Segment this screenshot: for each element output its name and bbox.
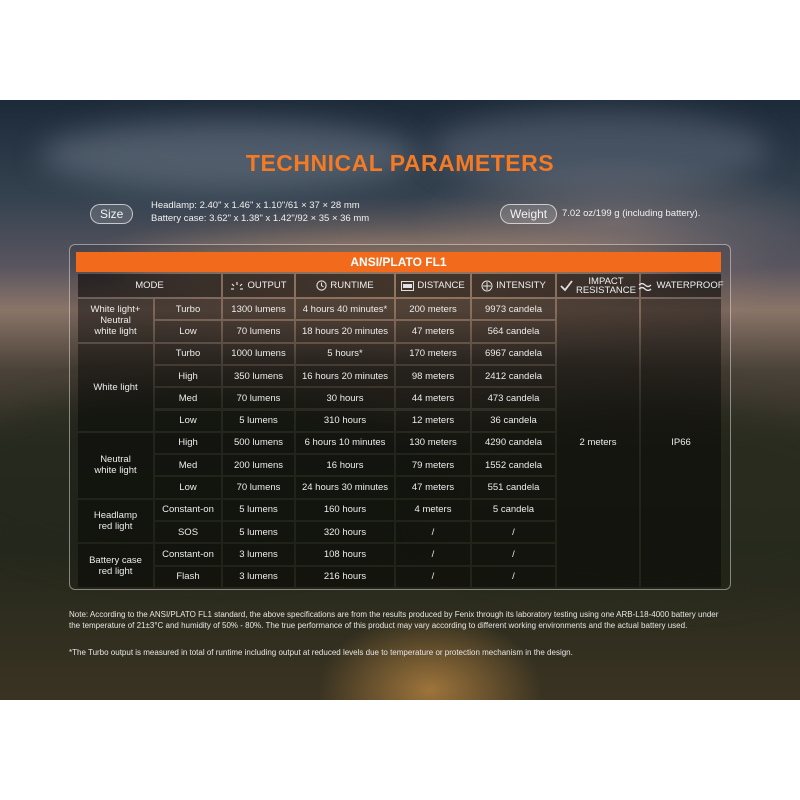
header-output-label: OUTPUT (247, 280, 287, 291)
table-cell-mode (155, 522, 221, 542)
table-cell-runtime (296, 433, 394, 453)
table-cell-intensity (472, 388, 555, 408)
output-value: 5 lumens (239, 415, 278, 427)
mode-label: Turbo (175, 348, 201, 360)
header-runtime (296, 274, 394, 297)
table-cell-intensity (472, 366, 555, 386)
table-cell-runtime (296, 388, 394, 408)
table-cell-output (223, 433, 294, 453)
table-cell-intensity (472, 477, 555, 497)
table-cell-output (223, 455, 294, 475)
output-value: 3 lumens (239, 548, 278, 560)
water-wave-icon (638, 281, 653, 291)
output-value: 350 lumens (233, 370, 284, 382)
intensity-value: 5 candela (492, 504, 535, 516)
table-cell-distance (396, 344, 470, 364)
header-waterproof (641, 274, 724, 297)
table-cell-intensity (472, 299, 555, 319)
intensity-value: 4290 candela (484, 437, 543, 449)
runtime-value: 4 hours 40 minutes* (302, 303, 388, 315)
table-cell-output (223, 567, 294, 587)
table-cell-distance (396, 500, 470, 520)
mode-label: Low (179, 325, 197, 337)
table-cell-distance (396, 455, 470, 475)
runtime-value: 16 hours (326, 459, 364, 471)
mode-group-line: White light (93, 381, 138, 393)
table-cell-output (223, 500, 294, 520)
table-cell-mode (155, 567, 221, 587)
checkmark-icon (560, 280, 573, 292)
table-cell-distance (396, 411, 470, 431)
table-cell-mode (155, 299, 221, 319)
clock-icon (316, 280, 327, 291)
output-value: 200 lumens (233, 459, 284, 471)
distance-value: 12 meters (411, 415, 455, 427)
table-cell-intensity (472, 411, 555, 431)
impact-resistance-cell (557, 299, 639, 587)
mode-group (78, 433, 153, 498)
intensity-value: 6967 candela (484, 348, 543, 360)
mode-label: High (178, 370, 198, 382)
output-value: 70 lumens (236, 392, 281, 404)
footnote-standard: Note: According to the ANSI/PLATO FL1 standard, the above specifications are from the results produced by Fenix through its laboratory testing using one ARB-L18-4000 battery under the temperature of 21±3°C and humidity of 50% - 80%. The true performance of this product may vary according to different working environments and the actual battery used. (69, 610, 719, 630)
table-cell-intensity (472, 500, 555, 520)
mode-group (78, 544, 153, 587)
table-cell-runtime (296, 366, 394, 386)
header-intensity-label: INTENSITY (496, 280, 546, 291)
mode-group-line: red light (98, 565, 133, 577)
table-cell-runtime (296, 299, 394, 319)
distance-value: / (431, 548, 435, 560)
table-cell-distance (396, 477, 470, 497)
runtime-value: 24 hours 30 minutes (301, 482, 389, 494)
page-title: TECHNICAL PARAMETERS (245, 150, 555, 176)
table-cell-runtime (296, 544, 394, 564)
mode-group-line: Headlamp (93, 509, 138, 521)
table-cell-intensity (472, 522, 555, 542)
mode-label: Turbo (175, 303, 201, 315)
table-cell-intensity (472, 321, 555, 341)
header-impact-line2: RESISTANCE (575, 284, 636, 296)
output-value: 5 lumens (239, 526, 278, 538)
table-cell-output (223, 388, 294, 408)
intensity-value: 9973 candela (484, 303, 543, 315)
header-impact-label (576, 277, 636, 295)
table-cell-runtime (296, 344, 394, 364)
intensity-icon (481, 280, 493, 292)
intensity-value: 2412 candela (484, 370, 543, 382)
mode-label: Low (179, 415, 197, 427)
header-runtime-label: RUNTIME (330, 280, 374, 291)
table-cell-intensity (472, 544, 555, 564)
mode-group-line: white light (94, 325, 137, 337)
header-impact-resistance (557, 274, 639, 297)
table-cell-mode (155, 544, 221, 564)
distance-value: / (431, 526, 435, 538)
intensity-value: 36 candela (490, 415, 537, 427)
table-cell-distance (396, 321, 470, 341)
output-value: 500 lumens (233, 437, 284, 449)
mode-group-line: Neutral (100, 454, 131, 466)
table-cell-output (223, 522, 294, 542)
runtime-value: 216 hours (323, 571, 367, 583)
size-headlamp: Headlamp: 2.40" x 1.46" x 1.10"/61 × 37 × 28 mm (151, 200, 360, 211)
weight-badge: Weight (500, 204, 557, 224)
runtime-value: 5 hours* (327, 348, 363, 360)
table-cell-runtime (296, 567, 394, 587)
distance-value: 130 meters (409, 437, 457, 449)
mode-group-label (91, 304, 141, 337)
mode-label: Med (178, 459, 198, 471)
beam-distance-icon (401, 281, 414, 291)
mode-label: SOS (177, 526, 199, 538)
table-cell-distance (396, 567, 470, 587)
table-cell-intensity (472, 567, 555, 587)
table-cell-runtime (296, 522, 394, 542)
mode-label: Med (178, 392, 198, 404)
size-battery-case: Battery case: 3.62" x 1.38" x 1.42"/92 × 35 × 36 mm (151, 213, 370, 224)
distance-value: 79 meters (411, 459, 455, 471)
weight-value: 7.02 oz/199 g (including battery). (562, 208, 701, 219)
mode-label: Flash (176, 571, 200, 583)
distance-value: 47 meters (411, 325, 455, 337)
table-cell-distance (396, 433, 470, 453)
output-value: 1300 lumens (231, 303, 286, 315)
header-intensity (472, 274, 555, 297)
table-banner: ANSI/PLATO FL1 (76, 252, 721, 272)
mode-group-label (94, 510, 137, 532)
mode-label: Low (179, 482, 197, 494)
runtime-value: 160 hours (323, 504, 367, 516)
waterproof-cell (641, 299, 721, 587)
distance-value: 200 meters (409, 303, 457, 315)
intensity-value: 473 candela (487, 392, 540, 404)
mode-group-label (94, 454, 136, 476)
header-mode-label: MODE (135, 280, 164, 291)
table-cell-intensity (472, 455, 555, 475)
table-cell-output (223, 299, 294, 319)
mode-group (78, 344, 153, 431)
table-cell-mode (155, 411, 221, 431)
table-cell-output (223, 411, 294, 431)
output-value: 3 lumens (239, 571, 278, 583)
table-cell-intensity (472, 344, 555, 364)
technical-parameters-poster (0, 100, 800, 700)
distance-value: 47 meters (411, 482, 455, 494)
footnote-turbo: *The Turbo output is measured in total of runtime including output at reduced levels due to temperature or protection mechanism in the design. (69, 648, 573, 657)
distance-value: 44 meters (411, 392, 455, 404)
runtime-value: 6 hours 10 minutes (304, 437, 386, 449)
table-cell-mode (155, 433, 221, 453)
header-mode (78, 274, 221, 297)
mode-group-line: Battery case (89, 554, 142, 566)
mode-group-label (89, 555, 142, 577)
mode-label: Constant-on (162, 504, 214, 516)
table-cell-distance (396, 366, 470, 386)
table-cell-output (223, 366, 294, 386)
table-cell-output (223, 344, 294, 364)
size-badge: Size (90, 204, 133, 224)
intensity-value: 551 candela (487, 482, 540, 494)
distance-value: 4 meters (414, 504, 452, 516)
table-cell-output (223, 544, 294, 564)
table-cell-output (223, 321, 294, 341)
header-waterproof-label: WATERPROOF (656, 280, 724, 291)
table-cell-distance (396, 522, 470, 542)
light-rays-icon (230, 281, 244, 291)
runtime-value: 16 hours 20 minutes (301, 370, 389, 382)
intensity-value: / (512, 526, 515, 538)
runtime-value: 30 hours (326, 392, 364, 404)
table-cell-output (223, 477, 294, 497)
header-distance (396, 274, 470, 297)
table-cell-runtime (296, 411, 394, 431)
table-cell-mode (155, 321, 221, 341)
distance-value: 98 meters (411, 370, 455, 382)
table-cell-runtime (296, 500, 394, 520)
intensity-value: / (512, 571, 515, 583)
output-value: 5 lumens (239, 504, 278, 516)
table-cell-mode (155, 455, 221, 475)
intensity-value: 1552 candela (484, 459, 543, 471)
output-value: 70 lumens (236, 325, 281, 337)
mode-group (78, 500, 153, 543)
runtime-value: 108 hours (323, 548, 367, 560)
output-value: 1000 lumens (231, 348, 286, 360)
mode-label: High (178, 437, 198, 449)
runtime-value: 320 hours (323, 526, 367, 538)
mode-group-label (93, 382, 137, 393)
waterproof-value: IP66 (671, 437, 691, 449)
mode-group-line: red light (98, 520, 133, 532)
impact-resistance-value: 2 meters (579, 437, 617, 449)
distance-value: / (431, 571, 435, 583)
mode-label: Constant-on (162, 548, 214, 560)
table-cell-mode (155, 366, 221, 386)
table-cell-distance (396, 299, 470, 319)
mode-group (78, 299, 153, 342)
header-distance-label: DISTANCE (417, 280, 465, 291)
mode-group-line: White light+ (90, 303, 141, 315)
table-cell-mode (155, 500, 221, 520)
table-cell-mode (155, 477, 221, 497)
header-impact-line1: IMPACT (588, 275, 624, 287)
mode-group-line: white light (94, 465, 137, 477)
table-cell-distance (396, 544, 470, 564)
header-output (223, 274, 294, 297)
runtime-value: 18 hours 20 minutes (301, 325, 389, 337)
mode-group-line: Neutral (100, 314, 131, 326)
distance-value: 170 meters (409, 348, 457, 360)
output-value: 70 lumens (236, 482, 281, 494)
table-cell-intensity (472, 433, 555, 453)
runtime-value: 310 hours (323, 415, 367, 427)
table-cell-mode (155, 344, 221, 364)
table-cell-runtime (296, 455, 394, 475)
table-cell-distance (396, 388, 470, 408)
intensity-value: 564 candela (487, 325, 540, 337)
table-cell-runtime (296, 477, 394, 497)
table-cell-mode (155, 388, 221, 408)
intensity-value: / (512, 548, 515, 560)
table-cell-runtime (296, 321, 394, 341)
